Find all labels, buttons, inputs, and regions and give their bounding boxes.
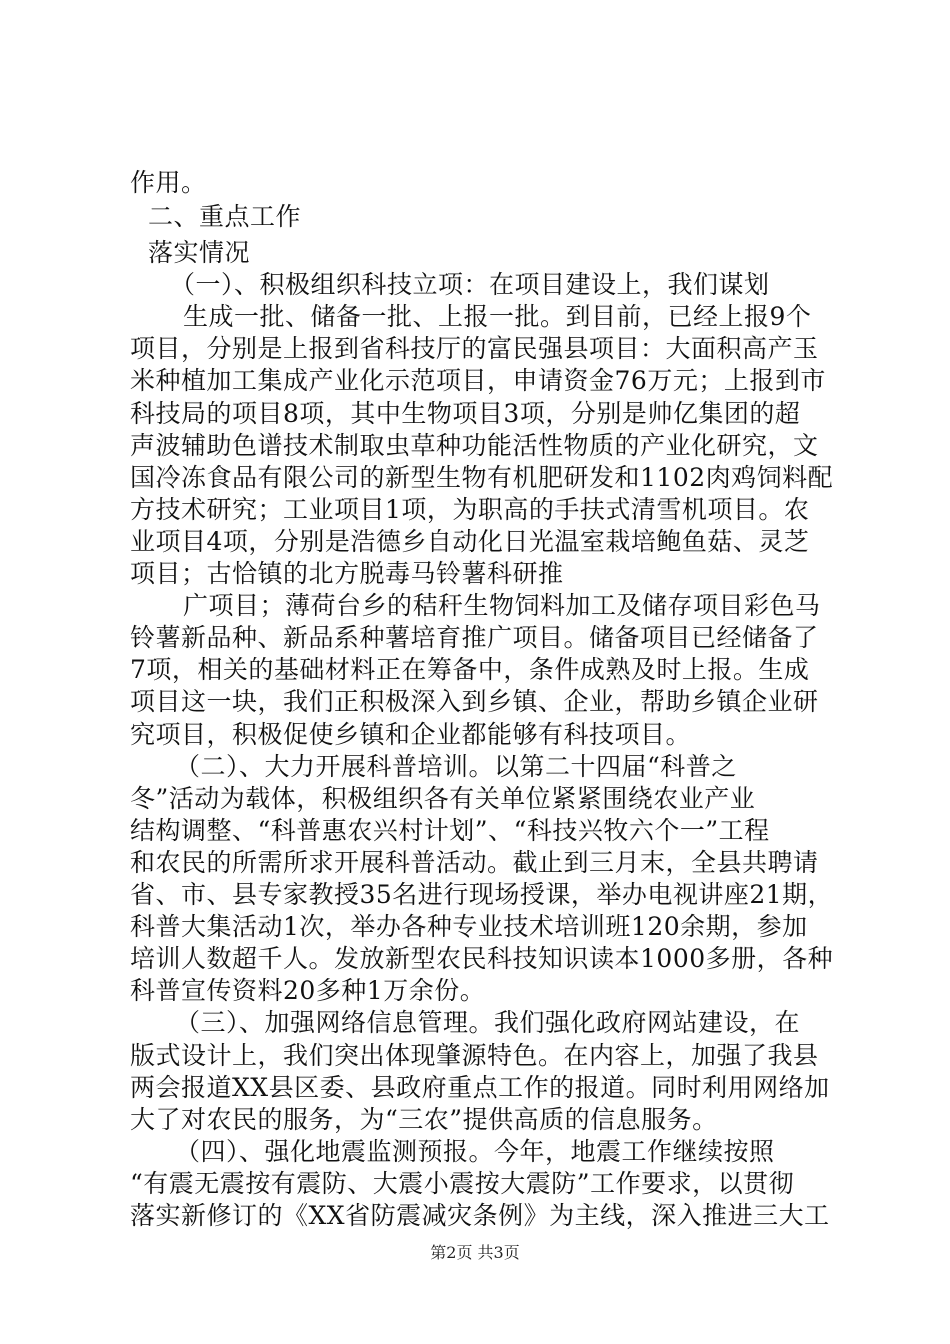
text-line: 究项目，积极促使乡镇和企业都能够有科技项目。 [130, 720, 692, 749]
text-line: 冬”活动为载体，积极组织各有关单位紧紧围绕农业产业 [130, 784, 756, 813]
text-line: 国冷冻食品有限公司的新型生物有机肥研发和1102肉鸡饲料配 [130, 463, 834, 492]
text-line: 铃薯新品种、新品系种薯培育推广项目。储备项目已经储备了 [130, 623, 819, 652]
text-line: 两会报道XX县区委、县政府重点工作的报道。同时利用网络加 [130, 1073, 830, 1102]
text-line: 广项目；薄荷台乡的秸秆生物饲料加工及储存项目彩色马 [183, 591, 821, 620]
text-line: 结构调整、“科普惠农兴村计划”、“科技兴牧六个一”工程 [130, 816, 770, 845]
text-line: 方技术研究；工业项目1项，为职高的手扶式清雪机项目。农 [130, 495, 810, 524]
text-line: 科普大集活动1次，举办各种专业技术培训班120余期，参加 [130, 912, 808, 941]
text-line: 声波辅助色谱技术制取虫草种功能活性物质的产业化研究，文 [130, 431, 819, 460]
text-line: （二）、大力开展科普培训。以第二十四届“科普之 [175, 752, 737, 781]
text-line: 业项目4项，分别是浩德乡自动化日光温室栽培鲍鱼菇、灵芝 [130, 527, 810, 556]
text-line: 落实新修订的《XX省防震减灾条例》为主线，深入推进三大工 [130, 1201, 830, 1230]
text-line: 7项，相关的基础材料正在筹备中，条件成熟及时上报。生成 [130, 655, 810, 684]
text-line: （三）、加强网络信息管理。我们强化政府网站建设，在 [175, 1008, 801, 1037]
text-line: 项目这一块，我们正积极深入到乡镇、企业，帮助乡镇企业研 [130, 687, 819, 716]
text-line: 科技局的项目8项，其中生物项目3项，分别是帅亿集团的超 [130, 399, 801, 428]
text-line: 项目，分别是上报到省科技厅的富民强县项目：大面积高产玉 [130, 334, 819, 363]
text-line: 二、重点工作 [148, 202, 302, 231]
page-footer: 第2页 共3页 [430, 1243, 520, 1262]
text-line: “有震无震按有震防、大震小震按大震防”工作要求，以贯彻 [130, 1169, 795, 1198]
text-line: 科普宣传资料20多种1万余份。 [130, 976, 486, 1005]
text-line: 作用。 [130, 168, 207, 197]
text-line: 省、市、县专家教授35名进行现场授课，举办电视讲座21期， [130, 880, 834, 909]
text-line: 落实情况 [148, 238, 251, 267]
text-line: 生成一批、储备一批、上报一批。到目前，已经上报9个 [183, 302, 812, 331]
text-line: 和农民的所需所求开展科普活动。截止到三月末，全县共聘请 [130, 848, 819, 877]
text-line: 版式设计上，我们突出体现肇源特色。在内容上，加强了我县 [130, 1041, 819, 1070]
text-line: 项目；古恰镇的北方脱毒马铃薯科研推 [130, 559, 564, 588]
text-line: 米种植加工集成产业化示范项目，申请资金76万元；上报到市 [130, 366, 826, 395]
text-line: 大了对农民的服务，为“三农”提供高质的信息服务。 [130, 1105, 718, 1134]
text-line: 培训人数超千人。发放新型农民科技知识读本1000多册，各种 [130, 944, 834, 973]
text-line: （一）、积极组织科技立项：在项目建设上，我们谋划 [170, 270, 770, 299]
text-line: （四）、强化地震监测预报。今年，地震工作继续按照 [175, 1137, 775, 1166]
